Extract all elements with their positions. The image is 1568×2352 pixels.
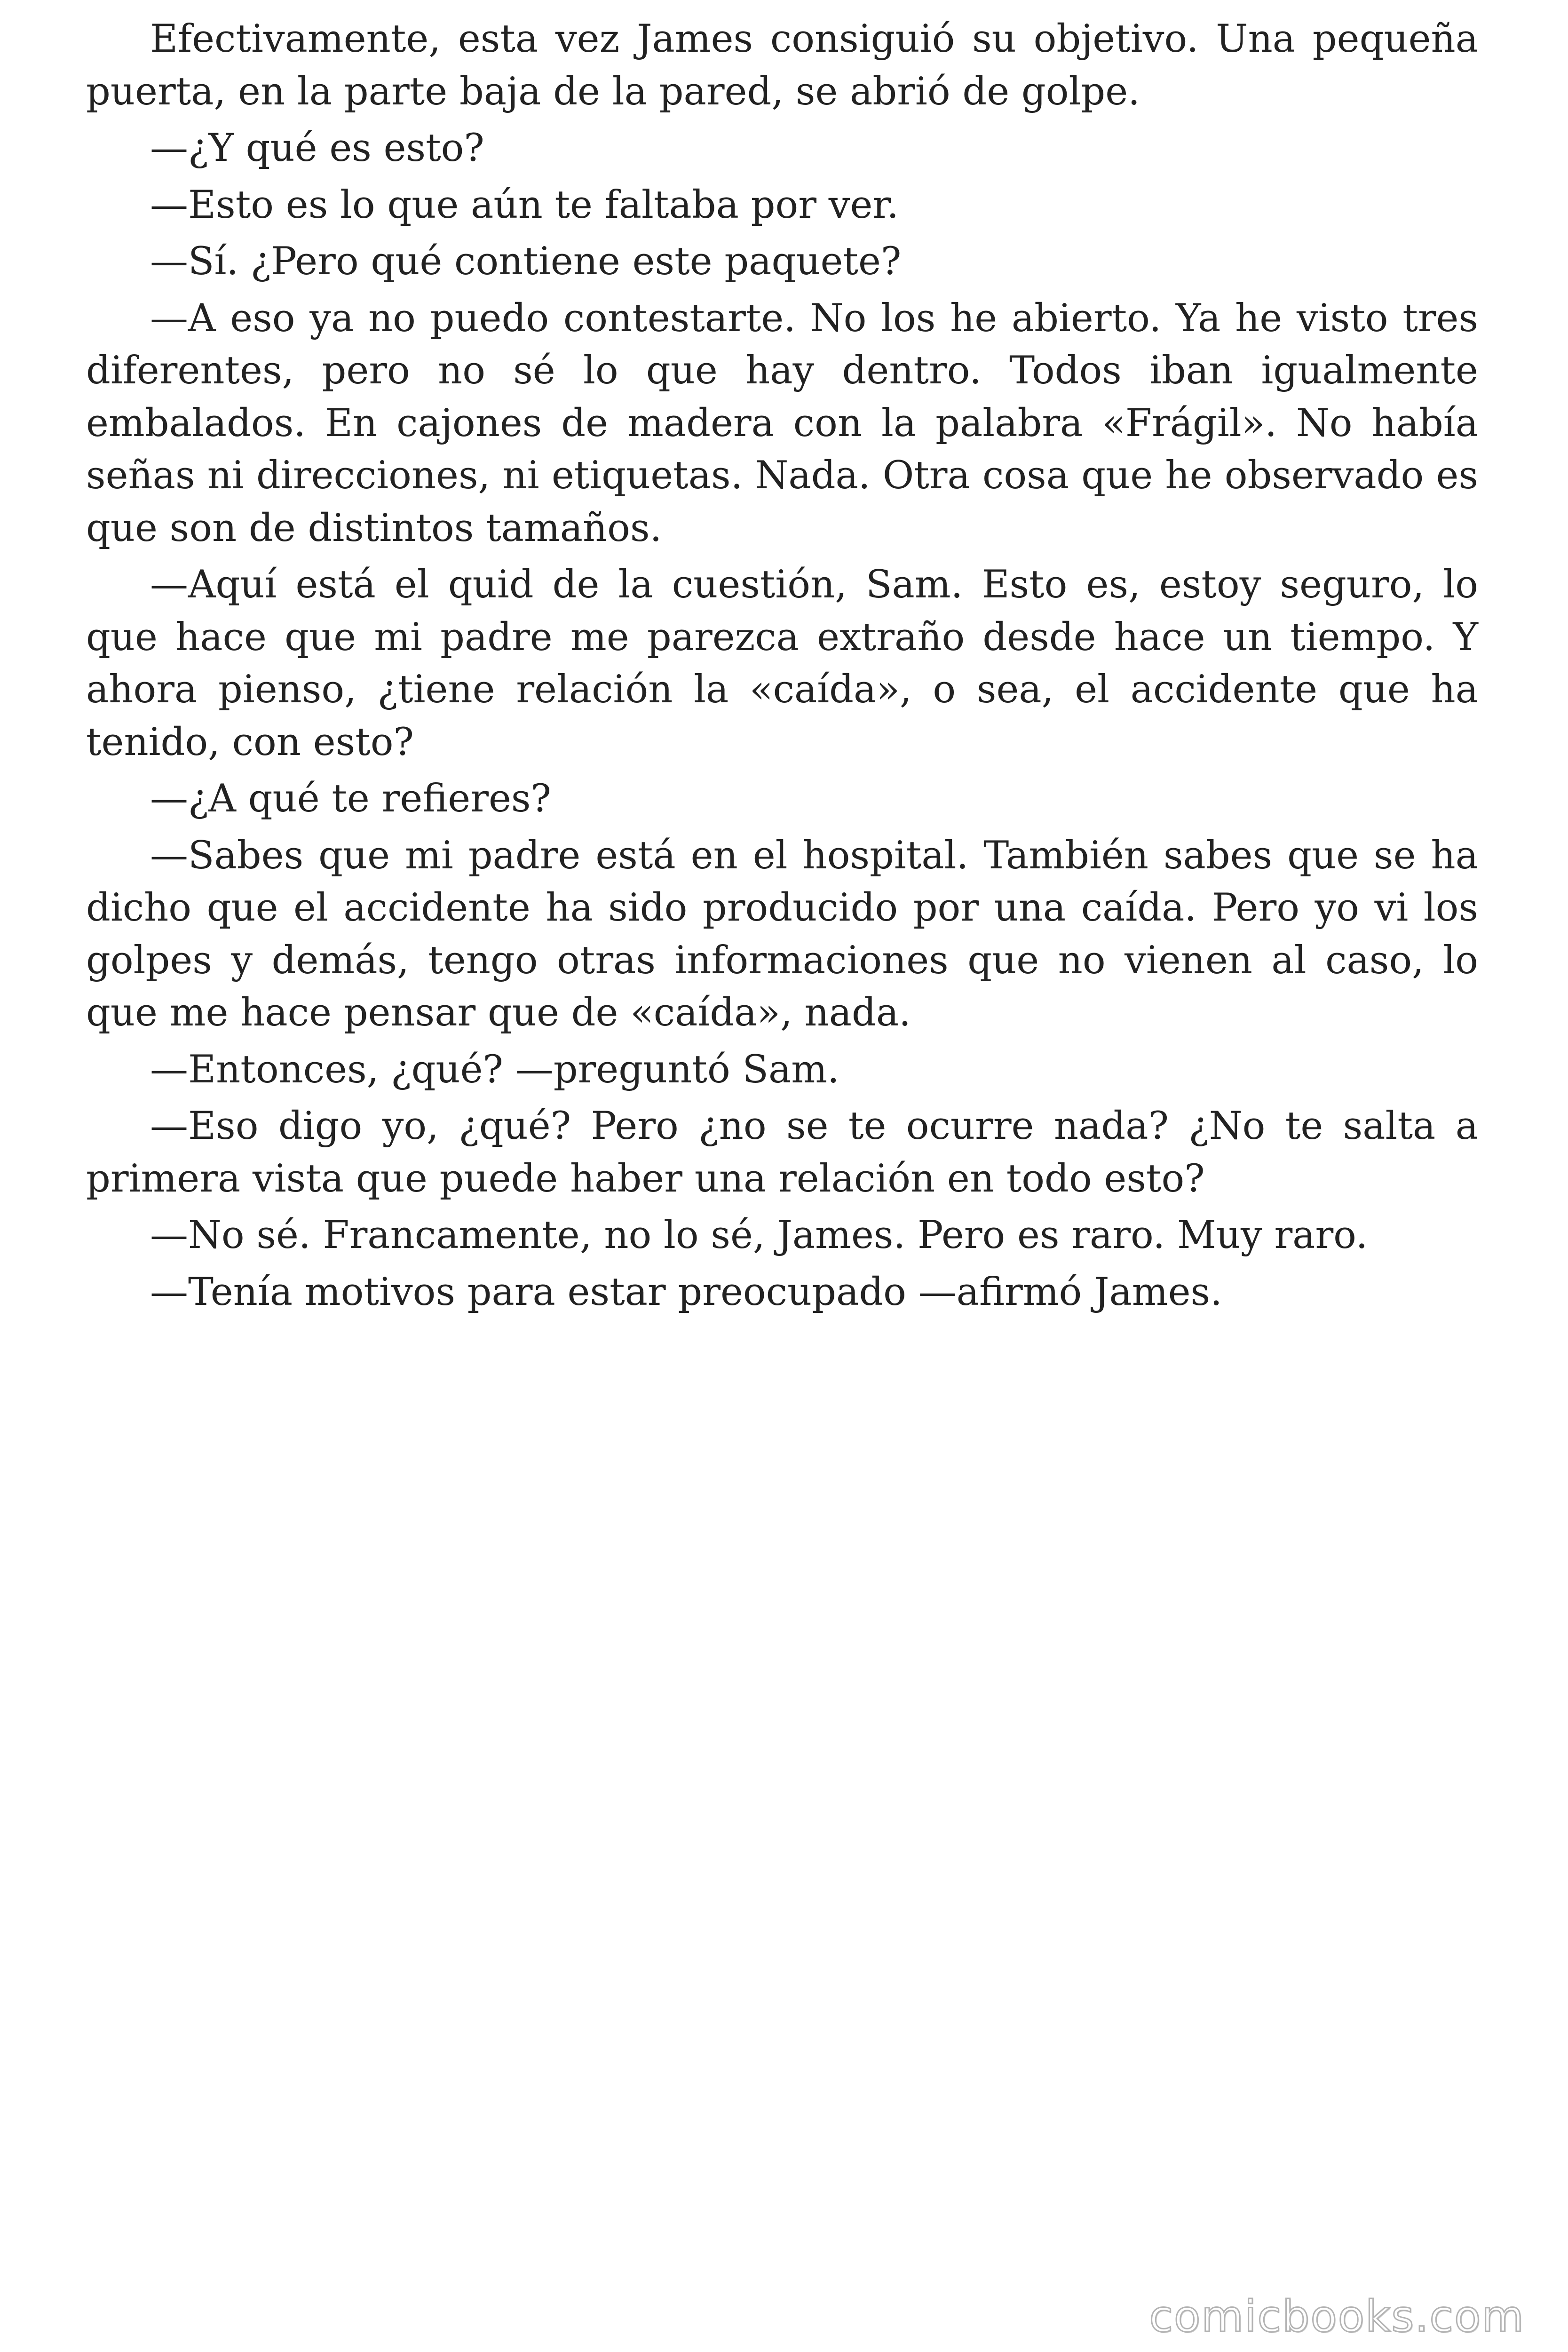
watermark: comicbooks.com xyxy=(1149,2291,1525,2342)
paragraph: —¿Y qué es esto? xyxy=(150,126,484,170)
paragraph: —Entonces, ¿qué? —preguntó Sam. xyxy=(150,1047,839,1092)
paragraph: —Esto es lo que aún te faltaba por ver. xyxy=(150,183,899,227)
paragraph: —Aquí está el quid de la cuestión, Sam. Esto es, estoy seguro, lo que hace que mi padre me parezca extraño desde hace un tiempo. Y ahora pienso, ¿tiene relación la «caída», o sea, el accidente que ha tenido, con esto? xyxy=(86,563,1478,764)
paragraph: —Sí. ¿Pero qué contiene este paquete? xyxy=(150,239,902,284)
paragraph: —A eso ya no puedo contestarte. No los he abierto. Ya he visto tres diferentes, pero no sé lo que hay dentro. Todos iban igualmente embalados. En cajones de madera con la palabra «Frágil». No había señas ni direcciones, ni etiquetas. Nada. Otra cosa que he observado es que son de distintos tamaños. xyxy=(86,296,1478,550)
paragraph: —Tenía motivos para estar preocupado —afirmó James. xyxy=(150,1270,1222,1314)
paragraph: Efectivamente, esta vez James consiguió su objetivo. Una pequeña puerta, en la parte baja de la pared, se abrió de golpe. xyxy=(86,17,1478,114)
paragraph: —Eso digo yo, ¿qué? Pero ¿no se te ocurre nada? ¿No te salta a primera vista que puede haber una relación en todo esto? xyxy=(86,1104,1478,1201)
body-text xyxy=(86,13,1478,1323)
paragraph: —¿A qué te refieres? xyxy=(150,777,551,821)
paragraph: —Sabes que mi padre está en el hospital. También sabes que se ha dicho que el accidente ha sido producido por una caída. Pero yo vi los golpes y demás, tengo otras informaciones que no vienen al caso, lo que me hace pensar que de «caída», nada. xyxy=(86,833,1478,1035)
paragraph: —No sé. Francamente, no lo sé, James. Pero es raro. Muy raro. xyxy=(150,1213,1368,1257)
